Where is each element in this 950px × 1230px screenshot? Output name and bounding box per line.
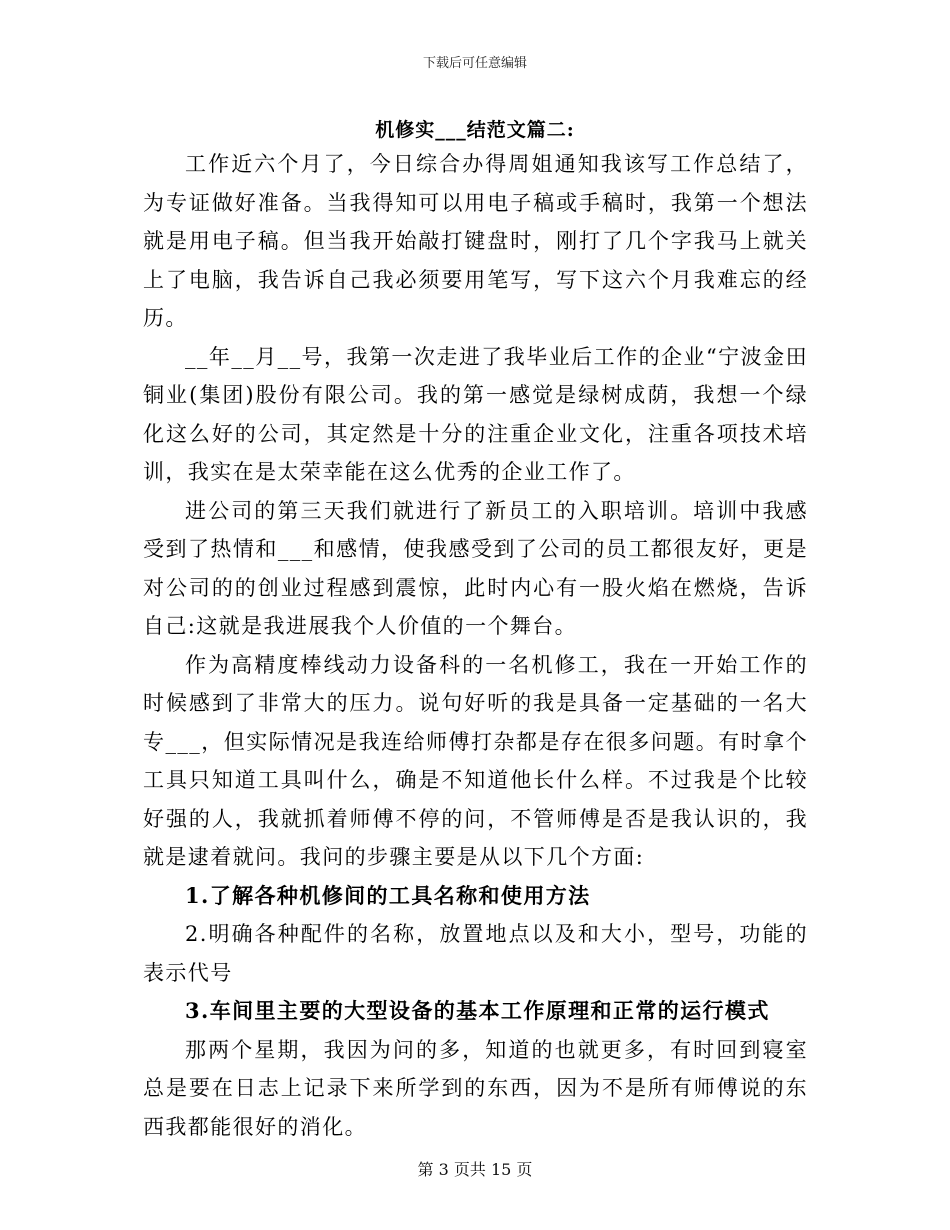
- paragraph: 那两个星期，我因为问的多，知道的也就更多，有时回到寝室总是要在日志上记录下来所学到的东西，因为不是所有师傅说的东西我都能很好的消化。: [143, 1037, 808, 1139]
- list-item: 3.车间里主要的大型设备的基本工作原理和正常的运行模式: [185, 998, 770, 1023]
- paragraph: 进公司的第三天我们就进行了新员工的入职培训。培训中我感受到了热情和___和感情，使我感受到了公司的员工都很友好，更是对公司的的创业过程感到震惊，此时内心有一股火焰在燃烧，告诉自己:这就是我进展我个人价值的一个舞台。: [143, 498, 808, 638]
- paragraph: 作为高精度棒线动力设备科的一名机修工，我在一开始工作的时候感到了非常大的压力。说句好听的我是具备一定基础的一名大专___，但实际情况是我连给师傅打杂都是存在很多问题。有时拿个工具只知道工具叫什么，确是不知道他长什么样。不过我是个比较好强的人，我就抓着师傅不停的问，不管师傅是否是我认识的，我就是逮着就问。我问的步骤主要是从以下几个方面:: [143, 652, 808, 869]
- page-header-note: 下载后可任意编辑: [422, 56, 527, 71]
- page-number-footer: 第 3 页共 15 页: [417, 1160, 533, 1179]
- list-item: 1.了解各种机修间的工具名称和使用方法: [185, 882, 591, 908]
- list-item: 2.明确各种配件的名称，放置地点以及和大小，型号，功能的表示代号: [143, 922, 808, 985]
- document-body: [143, 145, 808, 1146]
- paragraph: 工作近六个月了，今日综合办得周姐通知我该写工作总结了，为专证做好准备。当我得知可以用电子稿或手稿时，我第一个想法就是用电子稿。但当我开始敲打键盘时，刚打了几个字我马上就关上了电脑，我告诉自己我必须要用笔写，写下这六个月我难忘的经历。: [143, 152, 808, 330]
- document-title: 机修实___结范文篇二:: [375, 119, 575, 141]
- paragraph: __年__月__号，我第一次走进了我毕业后工作的企业“宁波金田铜业(集团)股份有限公司。我的第一感觉是绿树成荫，我想一个绿化这么好的公司，其定然是十分的注重企业文化，注重各项技术培训，我实在是太荣幸能在这么优秀的企业工作了。: [143, 344, 808, 484]
